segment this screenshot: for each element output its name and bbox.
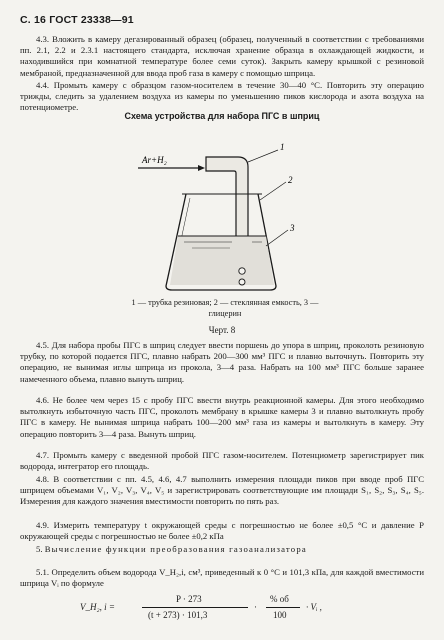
paragraph-4-8: 4.8. В соответствии с пп. 4.5, 4.6, 4.7 выполнить измерения площади пиков при вводе проб ПГС шприцем объемами V₁, V₂, V₃, V₄, V₅ и зарегистрировать соответствующие им площади S₁, S₂, S₃, S₄, S₅. Измерения для каждого значения вместимости повторить по пять раз. [20,474,424,507]
gas-bubble [239,268,245,274]
formula-numerator-2: % об [270,594,289,604]
section-title: Вычисление функции преобразования газоанализатора [44,544,307,554]
formula-numerator-1: P · 273 [176,594,202,604]
glycerin [170,236,274,285]
paragraph-4-6: 4.6. Не более чем через 15 с пробу ПГС ввести внутрь реакционной камеры. Для этого необходимо вытолкнуть избыточную часть ПГС, проколоть мембрану в крышке камеры 3 и плавно вытолкнуть пробу ПГС в камеру. Не вынимая шприца набрать 100—200 мм³ газа из камеры и вытолкнуть в камеру. Эту операцию повторить 3—4 раза. Вынуть шприц. [20,395,424,439]
fraction-bar-2 [266,607,300,608]
section-5-heading [20,544,424,555]
label-3: 3 [290,223,295,233]
paragraph-5-1: 5.1. Определить объем водорода V_H₂,i, см³, приведенный к 0 °С и 101,3 кПа, для каждой вместимости шприца Vᵢ по формуле [20,567,424,589]
page-header: С. 16 ГОСТ 23338—91 [20,14,134,26]
figure-title: Схема устройства для набора ПГС в шприц [124,111,320,121]
figure-number: Черт. 8 [208,325,236,335]
formula-lhs: V_H₂, i = [80,602,115,612]
gas-label: Ar+H₂ [142,155,167,165]
formula-dot: · [254,602,257,612]
paragraph-4-9: 4.9. Измерить температуру t окружающей среды с погрешностью не более ±0,5 °С и давление P окружающей среды с погрешностью не более ±0,2 кПа [20,520,424,542]
paragraph-4-7: 4.7. Промыть камеру с введенной пробой ПГС газом-носителем. Потенциометр зарегистрирует пик водорода, интегратор его площадь. [20,450,424,472]
section-number: 5. [36,544,43,554]
paragraph-4-4: 4.4. Промыть камеру с образцом газом-носителем в течение 30—40 °С. Повторить эту операцию трижды, следить за удалением воздуха из камеры по уменьшению пиков кислорода и азота воздуха на потенциометре. [20,80,424,113]
figure-caption: 1 — трубка резиновая; 2 — стеклянная емкость, 3 — глицерин [131,298,319,318]
gas-inlet-arrow [138,165,205,171]
paragraph-4-5: 4.5. Для набора пробы ПГС в шприц следует ввести поршень до упора в шприц, проколоть резиновую трубку, по которой подается ПГС, плавно набрать 200—300 мм³ ПГС и плавно выточнуть. Повторить эту операцию, не вынимая иглы шприца из прокола, 3—4 раза. Набрать на 100 мм³ ПГС больше заранее намеченного объема, плавно вынуть шприц. [20,340,424,384]
paragraph-4-3: 4.3. Вложить в камеру дегазированный образец (образец, полученный в соответствии с требованиями пп. 2.1, 2.2 и 2.3.1 настоящего стандарта, исключая хранение образца в охлаждающей жидкости, и находившийся при комнатной температуре более семи суток). Закрыть камеру крышкой с резиновой мембраной, предназначенной для ввода проб газа в камеру с помощью шприца. [20,34,424,78]
fraction-bar-1 [142,607,248,608]
gas-bubble [239,279,245,285]
label-1: 1 [280,142,285,152]
apparatus-diagram [120,128,320,298]
label-2: 2 [288,175,293,185]
formula-denominator-2: 100 [273,610,287,620]
formula-hydrogen-volume [80,592,380,626]
formula-tail: · Vᵢ , [306,602,322,612]
formula-denominator-1: (t + 273) · 101,3 [148,610,208,620]
